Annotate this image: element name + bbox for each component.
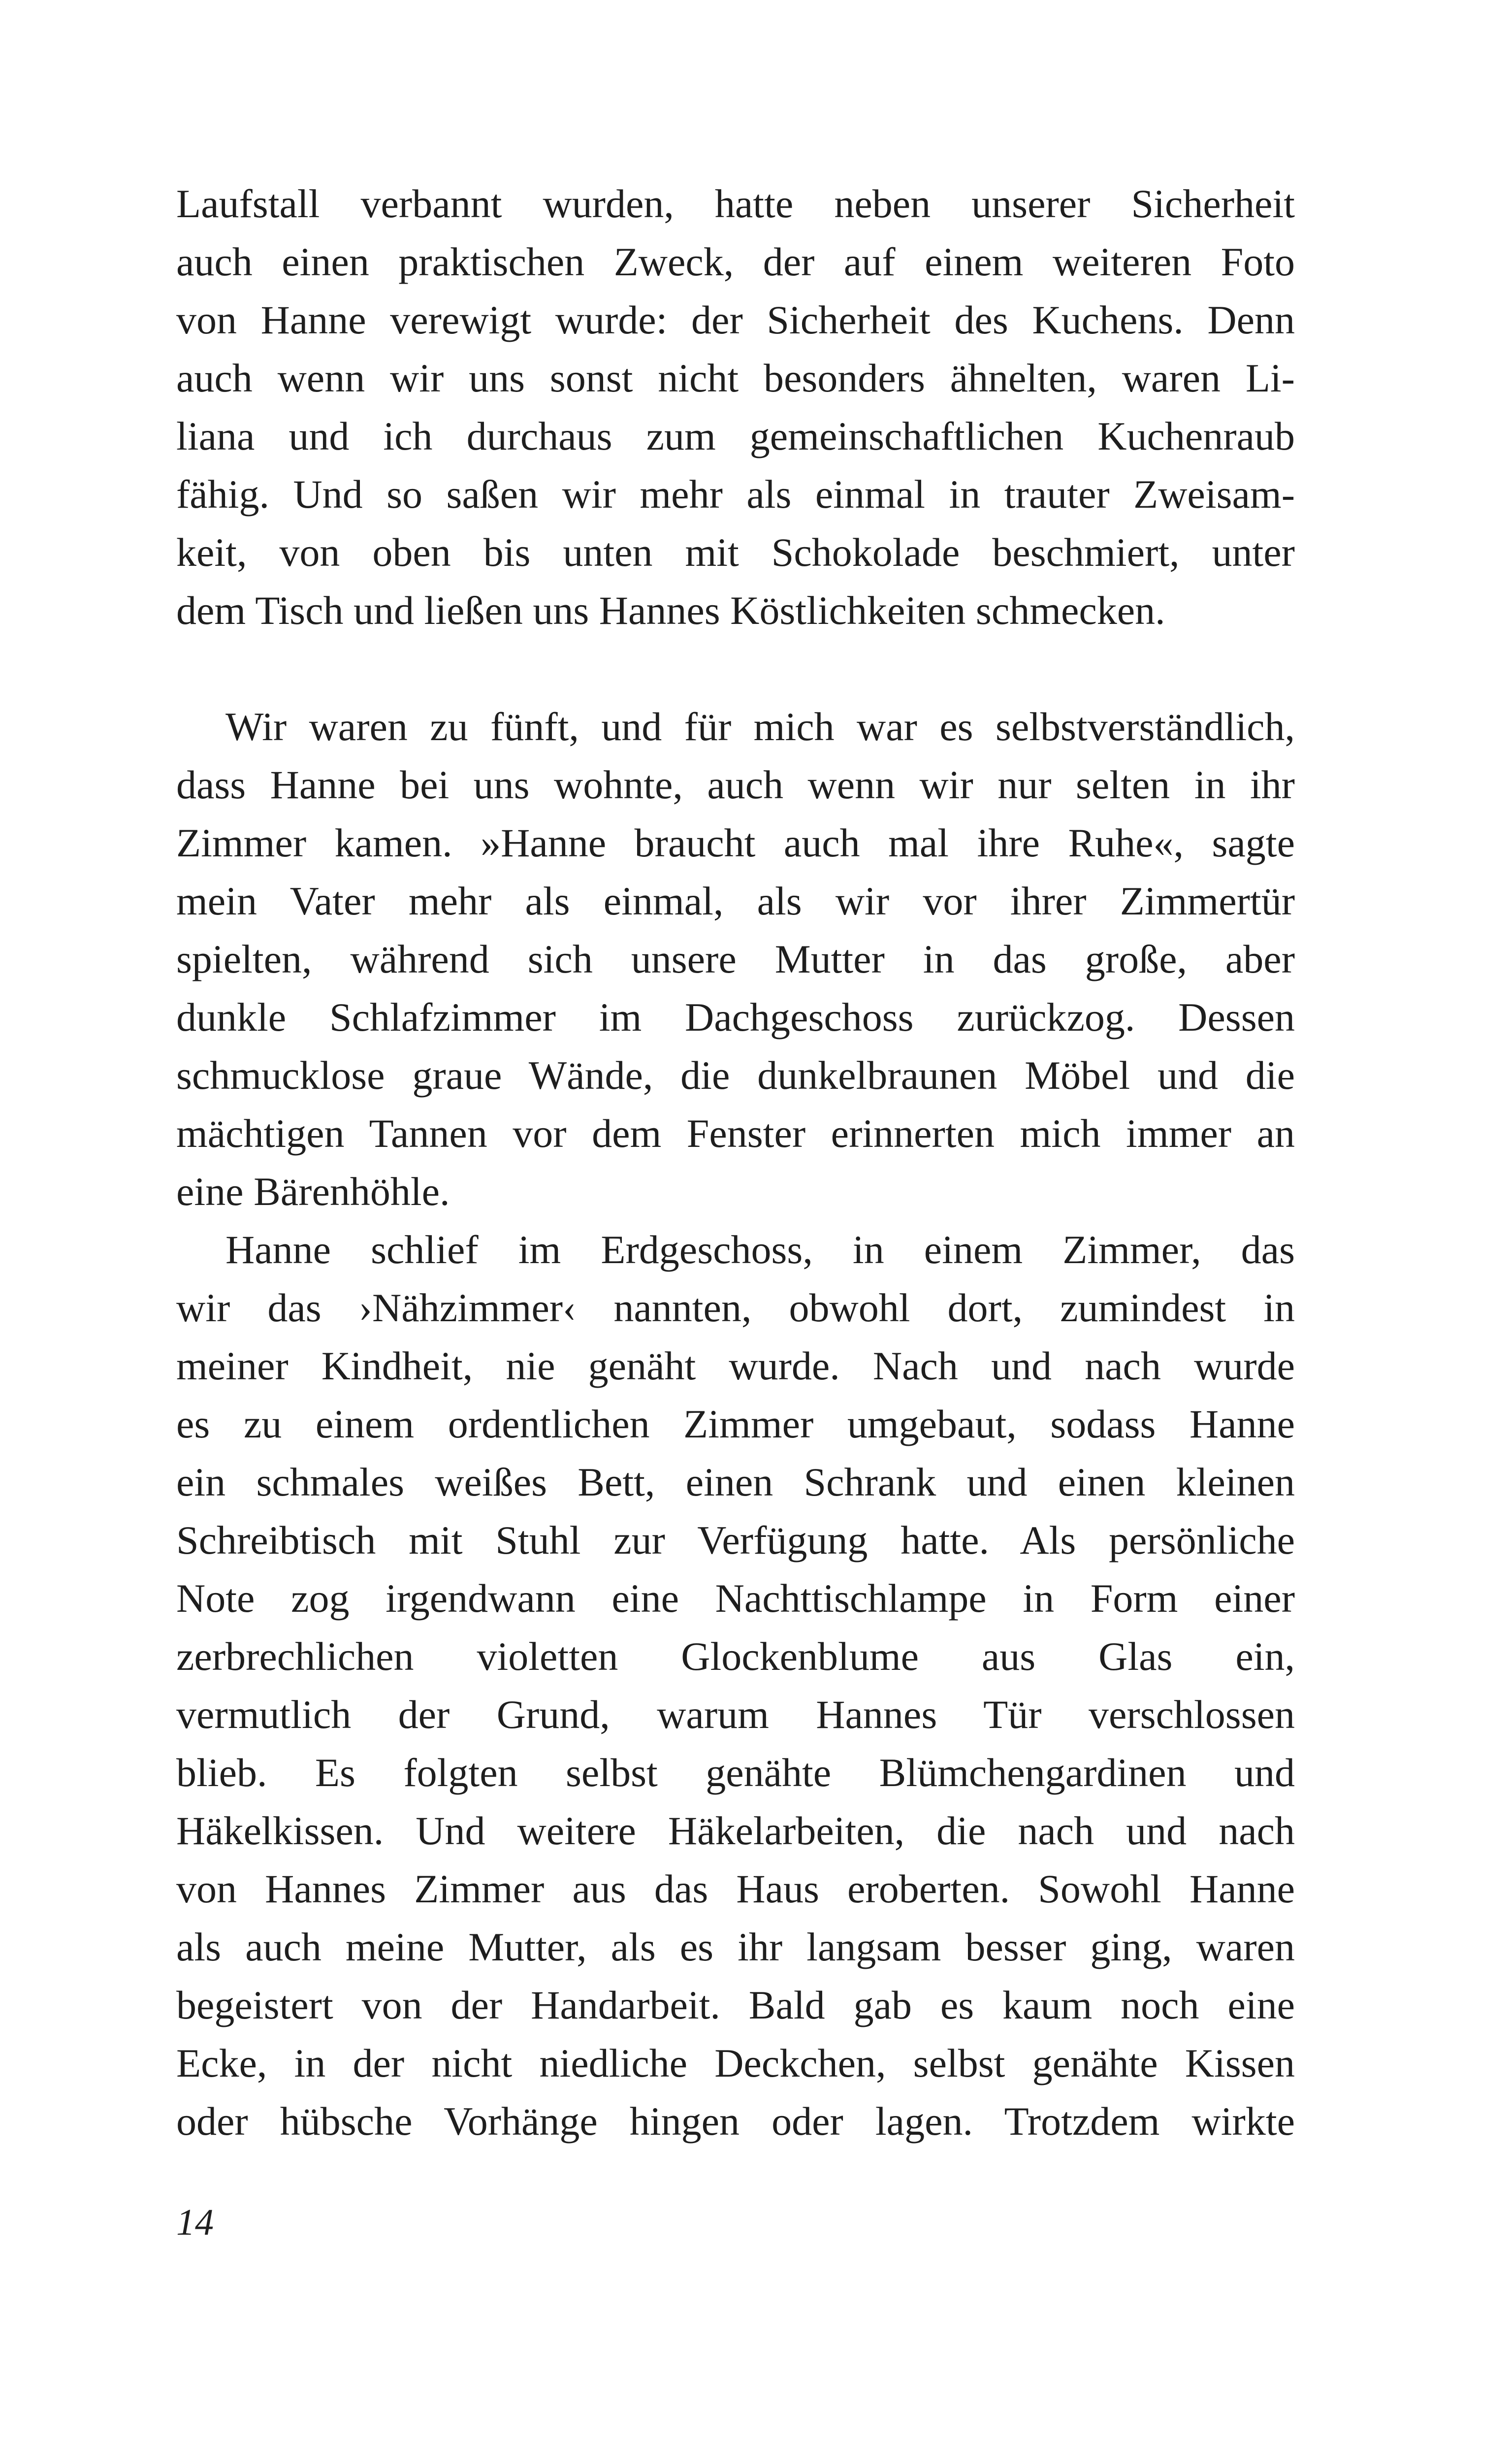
text-line: fähig. Und so saßen wir mehr als einmal in trauter Zweisam- — [176, 472, 1295, 517]
text-line: eine Bärenhöhle. — [176, 1169, 450, 1214]
text-line: dass Hanne bei uns wohnte, auch wenn wir nur selten in ihr — [176, 762, 1295, 807]
page-number: 14 — [176, 2202, 214, 2243]
text-line: zerbrechlichen violetten Glockenblume aus Glas ein, — [176, 1634, 1295, 1679]
text-line: schmucklose graue Wände, die dunkelbraunen Möbel und die — [176, 1053, 1295, 1098]
text-line: liana und ich durchaus zum gemeinschaftlichen Kuchenraub — [176, 414, 1295, 458]
text-line: spielten, während sich unsere Mutter in das große, aber — [176, 937, 1295, 981]
text-line: auch wenn wir uns sonst nicht besonders ähnelten, waren Li- — [176, 356, 1295, 400]
text-line: Wir waren zu fünft, und für mich war es selbstverständlich, — [225, 704, 1295, 749]
text-line: auch einen praktischen Zweck, der auf einem weiteren Foto — [176, 239, 1295, 284]
text-line: mein Vater mehr als einmal, als wir vor ihrer Zimmertür — [176, 879, 1295, 923]
body-text — [176, 175, 1295, 2150]
text-line: keit, von oben bis unten mit Schokolade beschmiert, unter — [176, 530, 1295, 575]
section-break — [176, 640, 1295, 698]
paragraph — [176, 698, 1295, 1221]
text-line: Hanne schlief im Erdgeschoss, in einem Zimmer, das — [225, 1227, 1295, 1272]
text-line: dem Tisch und ließen uns Hannes Köstlichkeiten schmecken. — [176, 588, 1165, 633]
text-line: blieb. Es folgten selbst genähte Blümchengardinen und — [176, 1750, 1295, 1795]
text-line: Schreibtisch mit Stuhl zur Verfügung hatte. Als persönliche — [176, 1518, 1295, 1563]
text-line: begeistert von der Handarbeit. Bald gab es kaum noch eine — [176, 1983, 1295, 2027]
text-line: Zimmer kamen. »Hanne braucht auch mal ihre Ruhe«, sagte — [176, 820, 1295, 865]
text-line: wir das ›Nähzimmer‹ nannten, obwohl dort, zumindest in — [176, 1285, 1295, 1330]
text-line: ein schmales weißes Bett, einen Schrank und einen kleinen — [176, 1460, 1295, 1504]
text-line: Ecke, in der nicht niedliche Deckchen, selbst genähte Kissen — [176, 2041, 1295, 2085]
text-line: Laufstall verbannt wurden, hatte neben unserer Sicherheit — [176, 181, 1295, 226]
text-line: als auch meine Mutter, als es ihr langsam besser ging, waren — [176, 1924, 1295, 1969]
text-line: von Hanne verewigt wurde: der Sicherheit des Kuchens. Denn — [176, 297, 1295, 342]
text-line: es zu einem ordentlichen Zimmer umgebaut, sodass Hanne — [176, 1401, 1295, 1446]
text-line: vermutlich der Grund, warum Hannes Tür verschlossen — [176, 1692, 1295, 1737]
text-line: oder hübsche Vorhänge hingen oder lagen. Trotzdem wirkte — [176, 2099, 1295, 2144]
text-line: meiner Kindheit, nie genäht wurde. Nach und nach wurde — [176, 1343, 1295, 1388]
paragraph — [176, 175, 1295, 640]
paragraph — [176, 1221, 1295, 2150]
text-line: von Hannes Zimmer aus das Haus eroberten. Sowohl Hanne — [176, 1866, 1295, 1911]
text-line: dunkle Schlafzimmer im Dachgeschoss zurückzog. Dessen — [176, 995, 1295, 1040]
text-line: mächtigen Tannen vor dem Fenster erinnerten mich immer an — [176, 1111, 1295, 1156]
text-line: Note zog irgendwann eine Nachttischlampe in Form einer — [176, 1576, 1295, 1621]
text-line: Häkelkissen. Und weitere Häkelarbeiten, die nach und nach — [176, 1808, 1295, 1853]
